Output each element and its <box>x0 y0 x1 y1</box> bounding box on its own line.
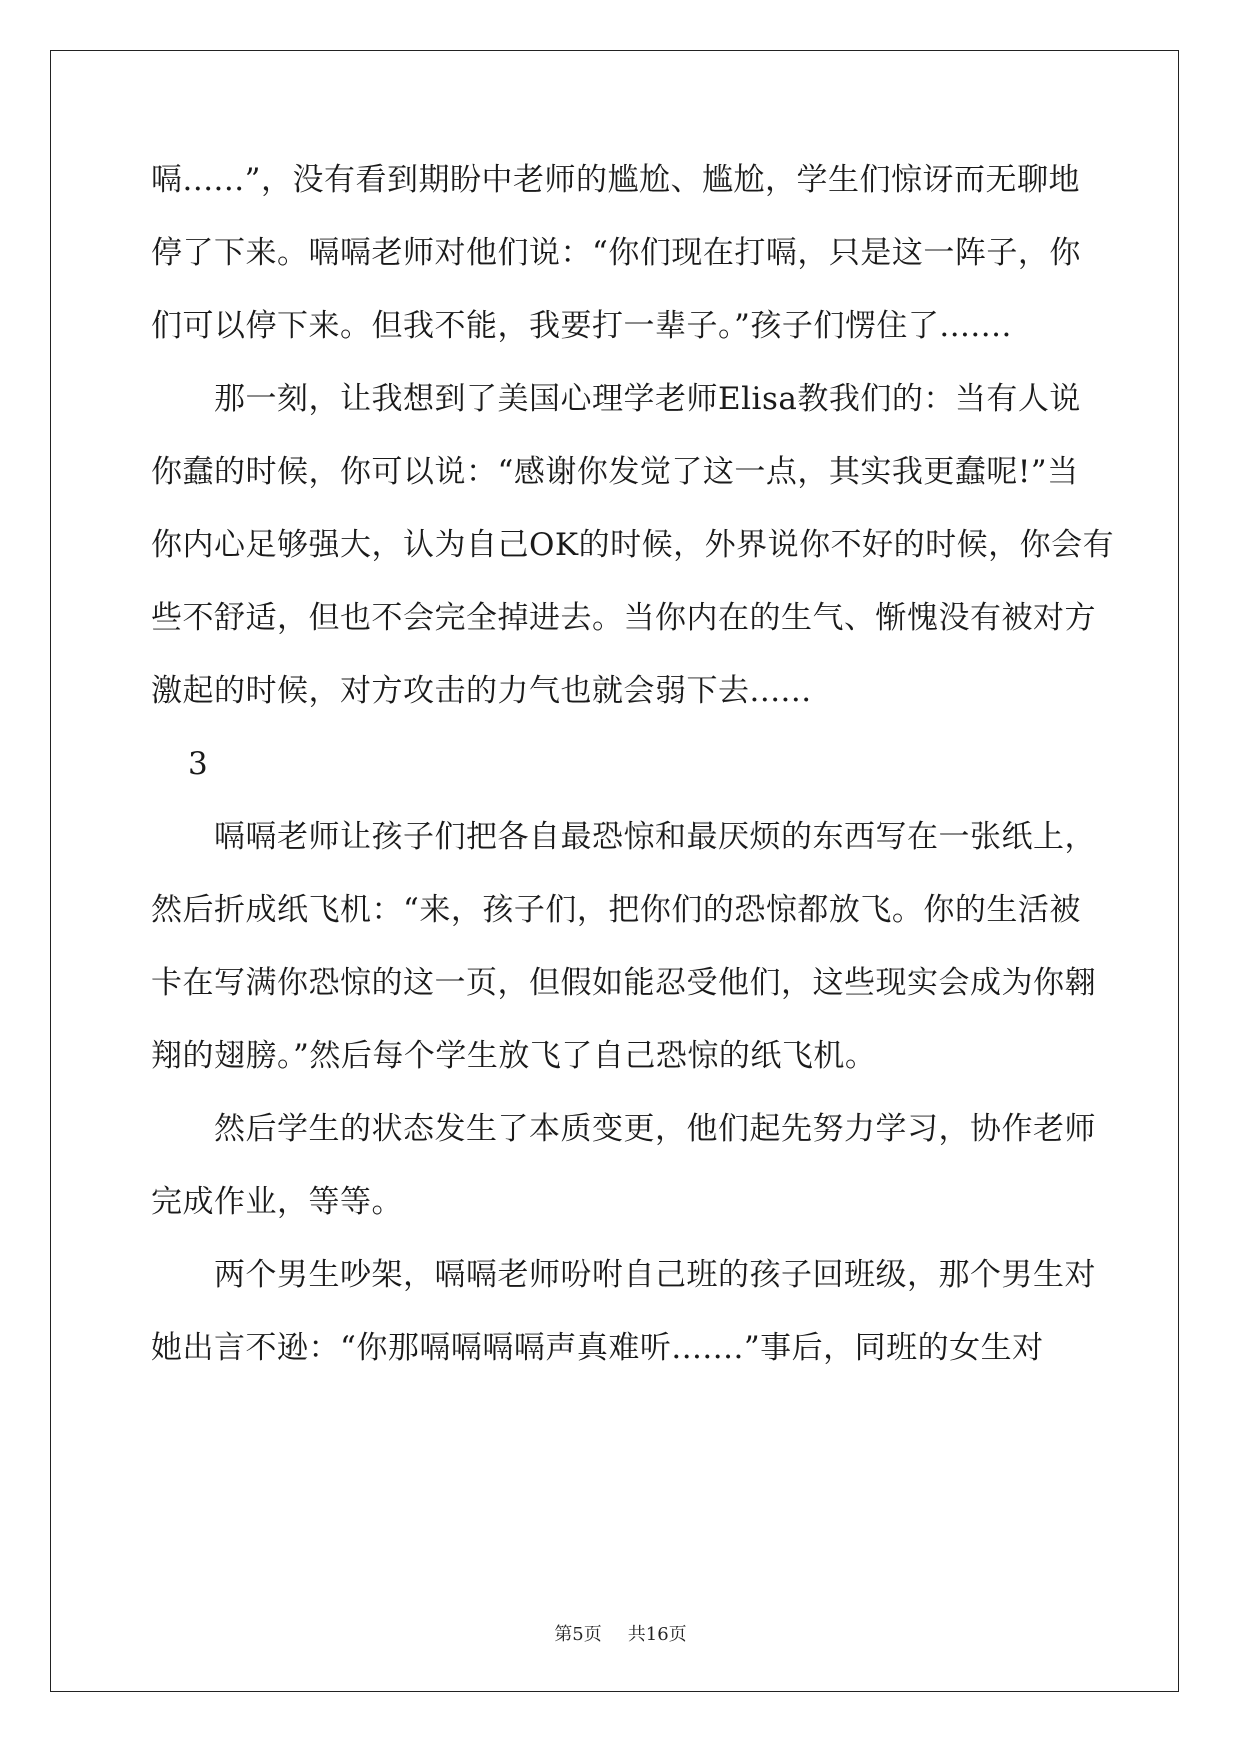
text-line: 然后学生的状态发生了本质变更，他们起先努力学习，协作老师 <box>214 1111 1096 1147</box>
text-line: 嗝嗝老师让孩子们把各自最恐惊和最厌烦的东西写在一张纸上， <box>214 819 1096 855</box>
page-border <box>50 50 1179 1692</box>
section-number: 3 <box>188 746 209 782</box>
text-line: 翔的翅膀。”然后每个学生放飞了自己恐惊的纸飞机。 <box>151 1038 877 1074</box>
text-line: 你内心足够强大，认为自己OK的时候，外界说你不好的时候，你会有 <box>151 527 1115 563</box>
page-number: 第5页 <box>554 1624 602 1645</box>
text-line: 两个男生吵架，嗝嗝老师吩咐自己班的孩子回班级，那个男生对 <box>214 1257 1096 1293</box>
text-line: 嗝......”，没有看到期盼中老师的尴尬、尴尬，学生们惊讶而无聊地 <box>151 162 1080 198</box>
page-total: 共16页 <box>627 1624 687 1645</box>
text-line: 激起的时候，对方攻击的力气也就会弱下去...... <box>151 673 812 709</box>
page-footer <box>0 1620 1241 1646</box>
text-line: 她出言不逊：“你那嗝嗝嗝嗝声真难听.......”事后，同班的女生对 <box>151 1330 1044 1366</box>
text-line: 们可以停下来。但我不能，我要打一辈子。”孩子们愣住了....... <box>151 308 1012 344</box>
text-line: 你蠢的时候，你可以说：“感谢你发觉了这一点，其实我更蠢呢!”当 <box>151 454 1079 490</box>
text-line: 些不舒适，但也不会完全掉进去。当你内在的生气、惭愧没有被对方 <box>151 600 1096 636</box>
text-line: 完成作业，等等。 <box>151 1184 403 1220</box>
text-line: 卡在写满你恐惊的这一页，但假如能忍受他们，这些现实会成为你翱 <box>151 965 1096 1001</box>
text-line: 停了下来。嗝嗝老师对他们说：“你们现在打嗝，只是这一阵子，你 <box>151 235 1081 271</box>
text-line: 然后折成纸飞机：“来，孩子们，把你们的恐惊都放飞。你的生活被 <box>151 892 1081 928</box>
text-line: 那一刻，让我想到了美国心理学老师Elisa教我们的：当有人说 <box>214 381 1081 417</box>
